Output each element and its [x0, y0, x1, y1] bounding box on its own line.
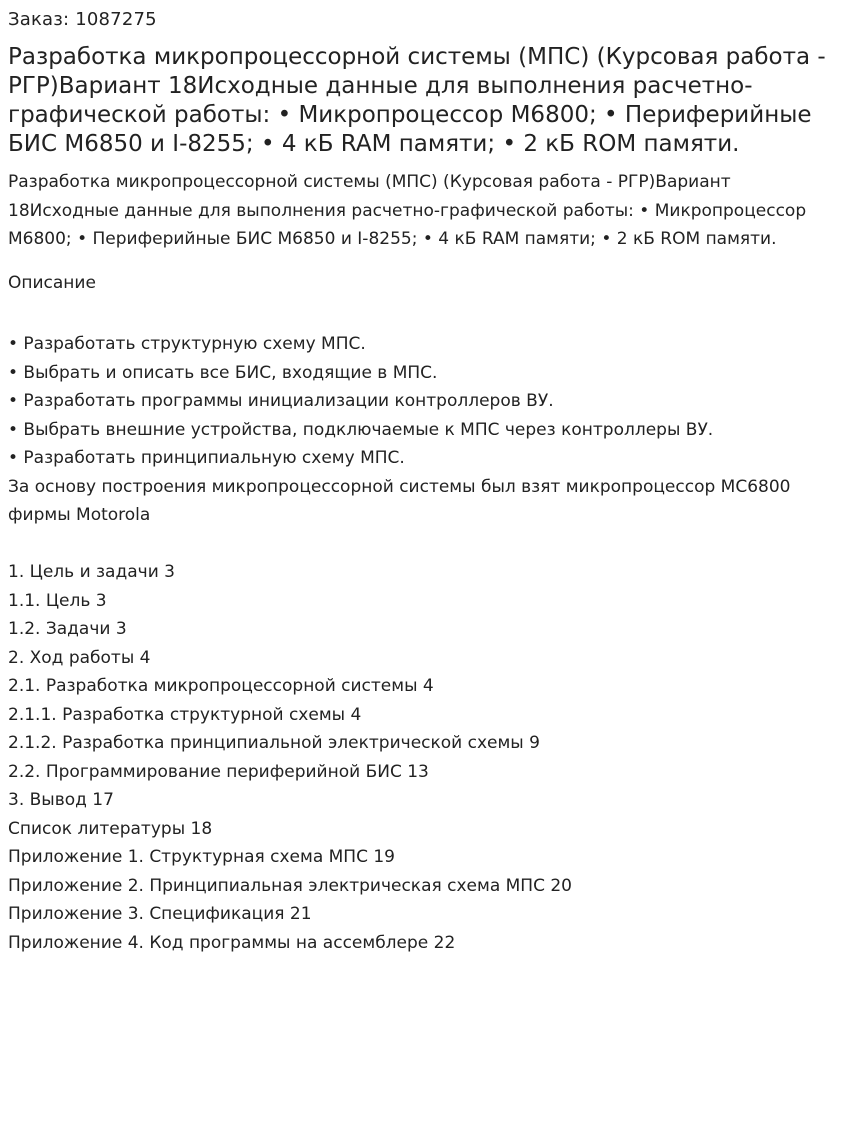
task-item: • Разработать структурную схему МПС.: [8, 334, 366, 354]
basis-text: За основу построения микропроцессорной системы был взят микропроцессор МС6800 фирмы Motorola: [8, 476, 791, 525]
lead-paragraph: Разработка микропроцессорной системы (МПС) (Курсовая работа - РГР)Вариант 18Исходные данные для выполнения расчетно-графической работы: • Микропроцессор М6800; • Периферийные БИС М6850 и I-8255; • 4 кБ RAM памяти; • 2 кБ ROM памяти.: [8, 172, 807, 249]
contents-item: 2.1.2. Разработка принципиальной электрической схемы 9: [8, 733, 540, 753]
task-item: • Выбрать внешние устройства, подключаемые к МПС через контроллеры ВУ.: [8, 419, 714, 440]
description-heading: Описание: [8, 272, 96, 293]
contents-item: Приложение 1. Структурная схема МПС 19: [8, 847, 395, 867]
description-body: [8, 330, 808, 957]
contents-item: 1.2. Задачи 3: [8, 619, 127, 639]
task-item: • Разработать программы инициализации контроллеров ВУ.: [8, 391, 554, 411]
contents-item: 2.1.1. Разработка структурной схемы 4: [8, 704, 362, 725]
contents-item: Список литературы 18: [8, 818, 213, 839]
contents-item: Приложение 2. Принципиальная электрическая схема МПС 20: [8, 875, 572, 896]
order-number: Заказ: 1087275: [8, 9, 157, 30]
blank-line: [8, 530, 808, 559]
task-item: • Разработать принципиальную схему МПС.: [8, 448, 405, 468]
contents-item: 2.2. Программирование периферийной БИС 13: [8, 761, 429, 782]
contents-item: 3. Вывод 17: [8, 790, 114, 810]
contents-item: 1.1. Цель 3: [8, 590, 107, 611]
page-title: Разработка микропроцессорной системы (МПС) (Курсовая работа - РГР)Вариант 18Исходные данные для выполнения расчетно-графической работы: • Микропроцессор М6800; • Периферийные БИС М6850 и I-8255; • 4 кБ RAM памяти; • 2 кБ ROM памяти.: [8, 44, 826, 157]
contents-item: 1. Цель и задачи 3: [8, 562, 175, 582]
contents-item: Приложение 3. Спецификация 21: [8, 904, 312, 924]
contents-item: Приложение 4. Код программы на ассемблере 22: [8, 932, 456, 953]
task-item: • Выбрать и описать все БИС, входящие в МПС.: [8, 362, 438, 383]
contents-item: 2. Ход работы 4: [8, 647, 151, 668]
contents-item: 2.1. Разработка микропроцессорной системы 4: [8, 676, 434, 696]
